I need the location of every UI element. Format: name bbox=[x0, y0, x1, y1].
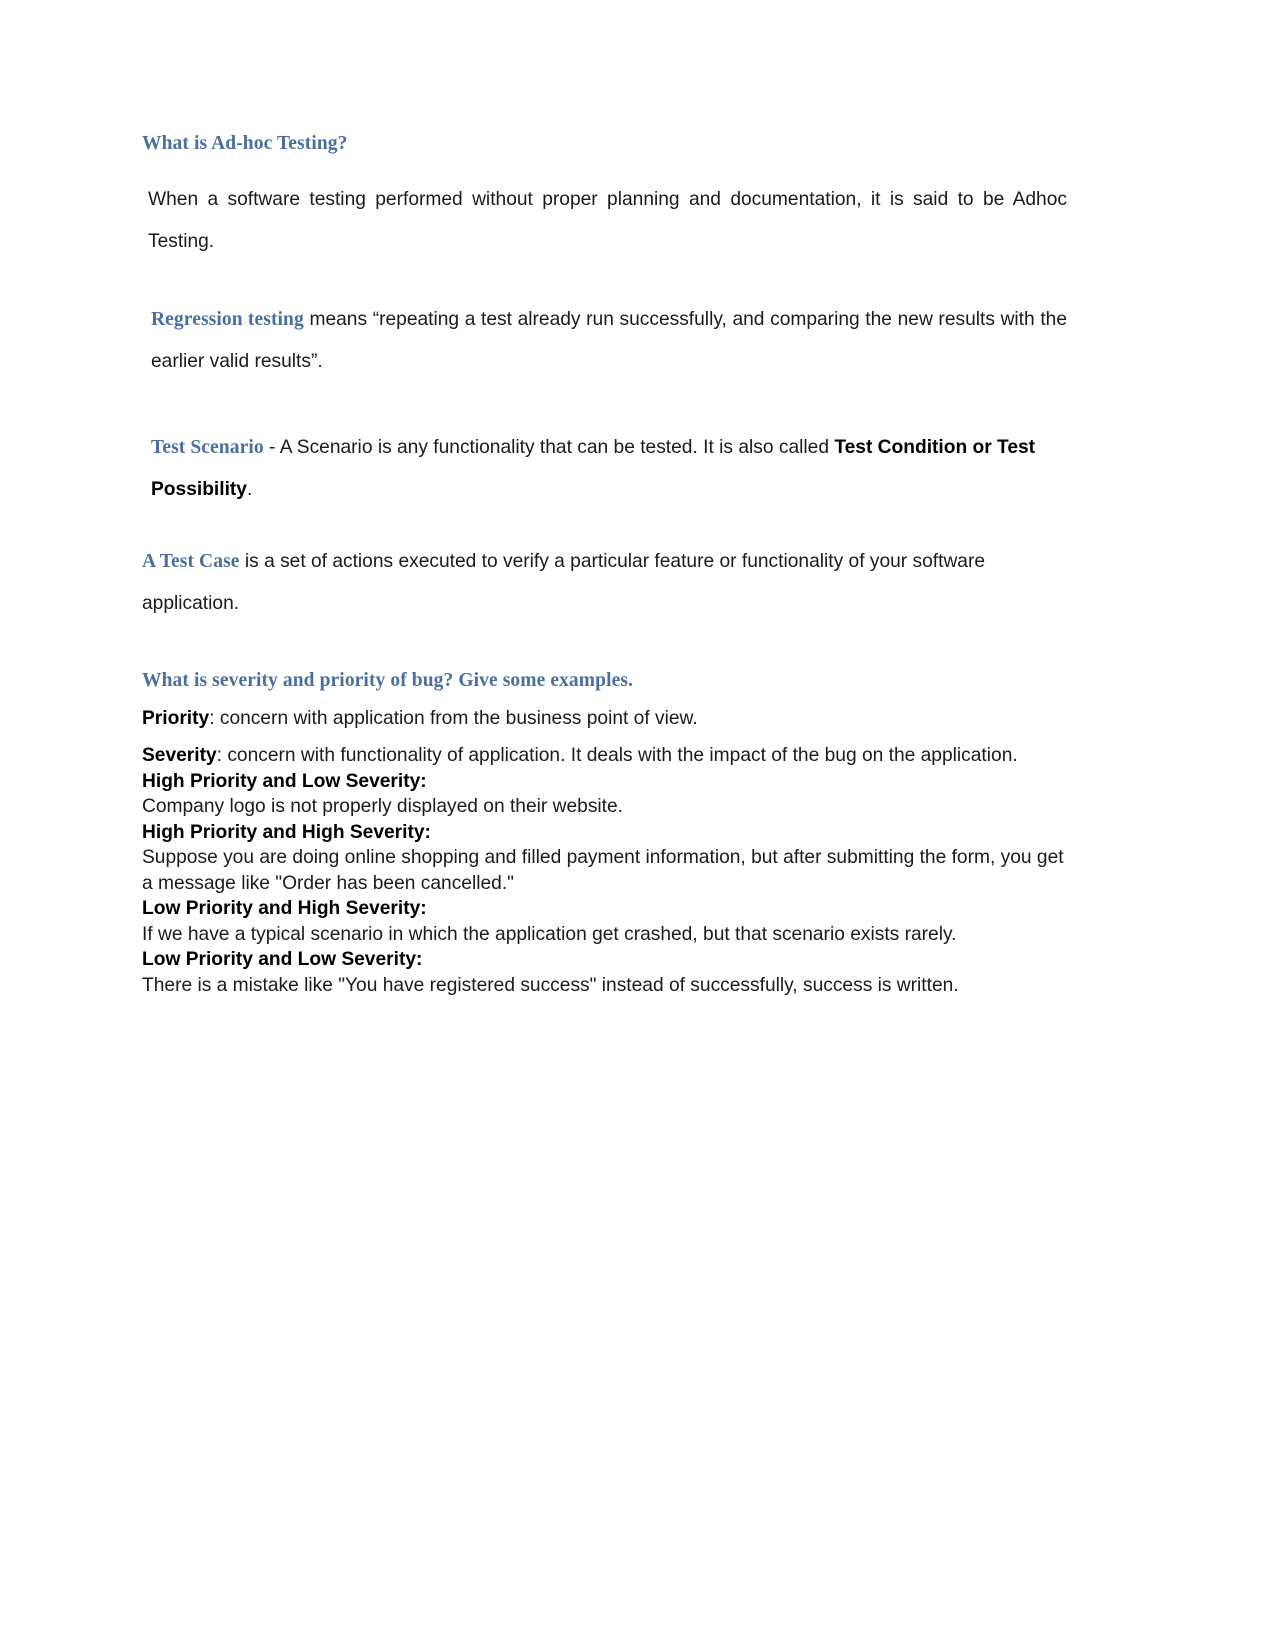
term-regression-testing: Regression testing bbox=[151, 309, 304, 331]
list-item: If we have a typical scenario in which the application get crashed, but that scenario exists rarely. bbox=[142, 923, 957, 945]
term-a-test-case: A Test Case bbox=[142, 551, 240, 573]
paragraph-test-scenario bbox=[142, 427, 1067, 511]
paragraph-test-case bbox=[142, 541, 1067, 625]
term-test-condition-or-possibility: Test Condition or Test Possibility bbox=[151, 437, 1036, 501]
paragraph-regression-testing bbox=[142, 299, 1067, 383]
spacer bbox=[142, 625, 1067, 669]
paragraph-test-case-text: is a set of actions executed to verify a particular feature or functionality of your software application. bbox=[142, 551, 986, 615]
label-low-priority-high-severity: Low Priority and High Severity: bbox=[142, 898, 427, 920]
spacer bbox=[142, 511, 1067, 541]
term-test-scenario: Test Scenario bbox=[151, 437, 264, 459]
paragraph-priority-definition bbox=[142, 706, 1067, 732]
label-high-priority-low-severity: High Priority and Low Severity: bbox=[142, 770, 427, 792]
document-content bbox=[142, 132, 1067, 998]
text-severity-definition: : concern with functionality of application. It deals with the impact of the bug on the application. bbox=[216, 745, 1018, 767]
spacer bbox=[142, 731, 1067, 743]
label-severity: Severity bbox=[142, 745, 217, 767]
paragraph-severity-definition bbox=[142, 743, 1067, 769]
list-item bbox=[142, 896, 1067, 922]
list-item bbox=[142, 769, 1067, 795]
label-priority: Priority bbox=[142, 707, 210, 729]
list-item: There is a mistake like "You have registered success" instead of successfully, success is written. bbox=[142, 974, 959, 996]
list-item bbox=[142, 820, 1067, 846]
list-item bbox=[142, 947, 1067, 973]
label-low-priority-low-severity: Low Priority and Low Severity: bbox=[142, 949, 423, 971]
label-high-priority-high-severity: High Priority and High Severity: bbox=[142, 821, 431, 843]
heading-severity-and-priority: What is severity and priority of bug? Give some examples. bbox=[142, 670, 633, 692]
paragraph-test-scenario-text-b: . It is also called bbox=[692, 437, 835, 459]
paragraph-regression-text: means “repeating a test already run successfully, and comparing the new results with the earlier valid results”. bbox=[151, 309, 1067, 373]
paragraph-adhoc-definition: When a software testing performed without proper planning and documentation, it is said to be Adhoc Testing. bbox=[148, 189, 1067, 253]
text-priority-definition: : concern with application from the business point of view. bbox=[209, 707, 698, 729]
spacer bbox=[142, 694, 1067, 706]
spacer bbox=[142, 263, 1067, 299]
spacer bbox=[142, 156, 1067, 179]
paragraph-test-scenario-text-a: - A Scenario is any functionality that can be tested bbox=[263, 437, 693, 459]
paragraph-test-scenario-period: . bbox=[246, 479, 253, 501]
heading-adhoc-testing: What is Ad-hoc Testing? bbox=[142, 133, 348, 154]
list-item: Company logo is not properly displayed on their website. bbox=[142, 796, 624, 818]
list-item: Suppose you are doing online shopping and filled payment information, but after submitting the form, you get a message like "Order has been cancelled." bbox=[142, 847, 1064, 894]
spacer bbox=[142, 383, 1067, 427]
